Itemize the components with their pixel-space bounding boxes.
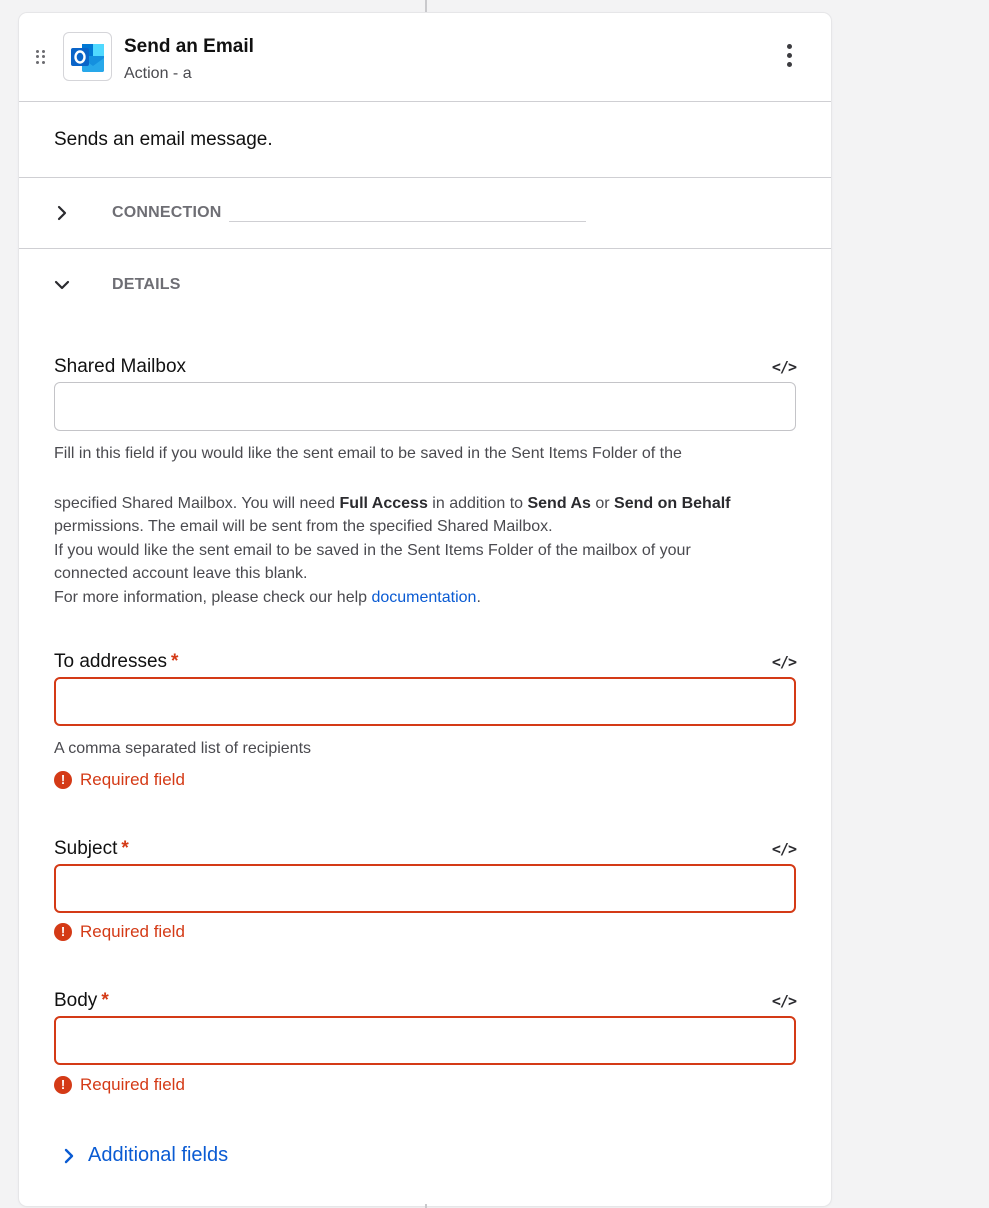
step-title: Send an Email — [124, 36, 254, 57]
description-text: Sends an email message. — [54, 128, 273, 150]
connector-line-bottom — [425, 1204, 427, 1208]
body-field — [54, 990, 796, 1070]
documentation-link[interactable]: documentation — [371, 588, 477, 606]
code-toggle-icon[interactable]: </> — [771, 992, 796, 1010]
help-line: If you would like the sent email to be saved in the Sent Items Folder of the mailbox of your — [54, 541, 691, 559]
to-addresses-field — [54, 651, 796, 731]
drag-handle-icon[interactable] — [36, 50, 46, 64]
kebab-menu-icon[interactable] — [783, 44, 795, 72]
required-asterisk: * — [121, 838, 129, 859]
outlook-icon — [63, 32, 112, 81]
card-header — [19, 13, 831, 102]
to-addresses-help: A comma separated list of recipients — [54, 740, 312, 757]
code-toggle-icon[interactable]: </> — [771, 840, 796, 858]
connection-label: CONNECTION — [112, 204, 222, 221]
subject-input[interactable] — [54, 864, 796, 913]
error-icon: ! — [54, 923, 72, 941]
subject-field — [54, 838, 796, 918]
chevron-down-icon — [54, 277, 70, 293]
details-label: DETAILS — [112, 275, 181, 293]
connector-line-top — [425, 0, 427, 13]
to-addresses-label: To addresses * — [54, 651, 179, 672]
details-section-toggle[interactable] — [19, 249, 831, 320]
step-description — [19, 102, 831, 178]
to-addresses-input[interactable] — [54, 677, 796, 726]
help-line: specified Shared Mailbox. You will need Full Access in addition to Send As or Send on Behalf — [54, 494, 731, 512]
code-toggle-icon[interactable]: </> — [771, 358, 796, 376]
help-line: connected account leave this blank. — [54, 565, 308, 582]
shared-mailbox-label: Shared Mailbox — [54, 356, 187, 377]
code-toggle-icon[interactable]: </> — [771, 653, 796, 671]
shared-mailbox-input[interactable] — [54, 382, 796, 431]
connection-divider — [229, 221, 586, 222]
help-line: Fill in this field if you would like the sent email to be saved in the Sent Items Folder of the — [54, 445, 682, 462]
body-error: ! Required field — [54, 1075, 185, 1095]
additional-fields-toggle[interactable] — [62, 1144, 228, 1167]
subject-error: ! Required field — [54, 922, 185, 942]
error-icon: ! — [54, 1076, 72, 1094]
connection-section-toggle[interactable] — [19, 178, 831, 249]
subject-label: Subject * — [54, 838, 129, 859]
additional-fields-label: Additional fields — [88, 1144, 229, 1166]
shared-mailbox-help — [54, 442, 796, 609]
help-line: permissions. The email will be sent from the specified Shared Mailbox. — [54, 518, 553, 535]
required-asterisk: * — [171, 651, 179, 672]
body-input[interactable] — [54, 1016, 796, 1065]
help-line: For more information, please check our help documentation. — [54, 588, 481, 606]
body-label: Body * — [54, 990, 109, 1011]
step-card — [19, 13, 831, 1206]
error-icon: ! — [54, 771, 72, 789]
shared-mailbox-field — [54, 356, 796, 436]
chevron-right-icon — [54, 205, 70, 221]
chevron-right-icon — [62, 1147, 76, 1165]
step-subtitle: Action - a — [124, 65, 192, 82]
to-addresses-error: ! Required field — [54, 770, 185, 790]
required-asterisk: * — [101, 990, 109, 1011]
